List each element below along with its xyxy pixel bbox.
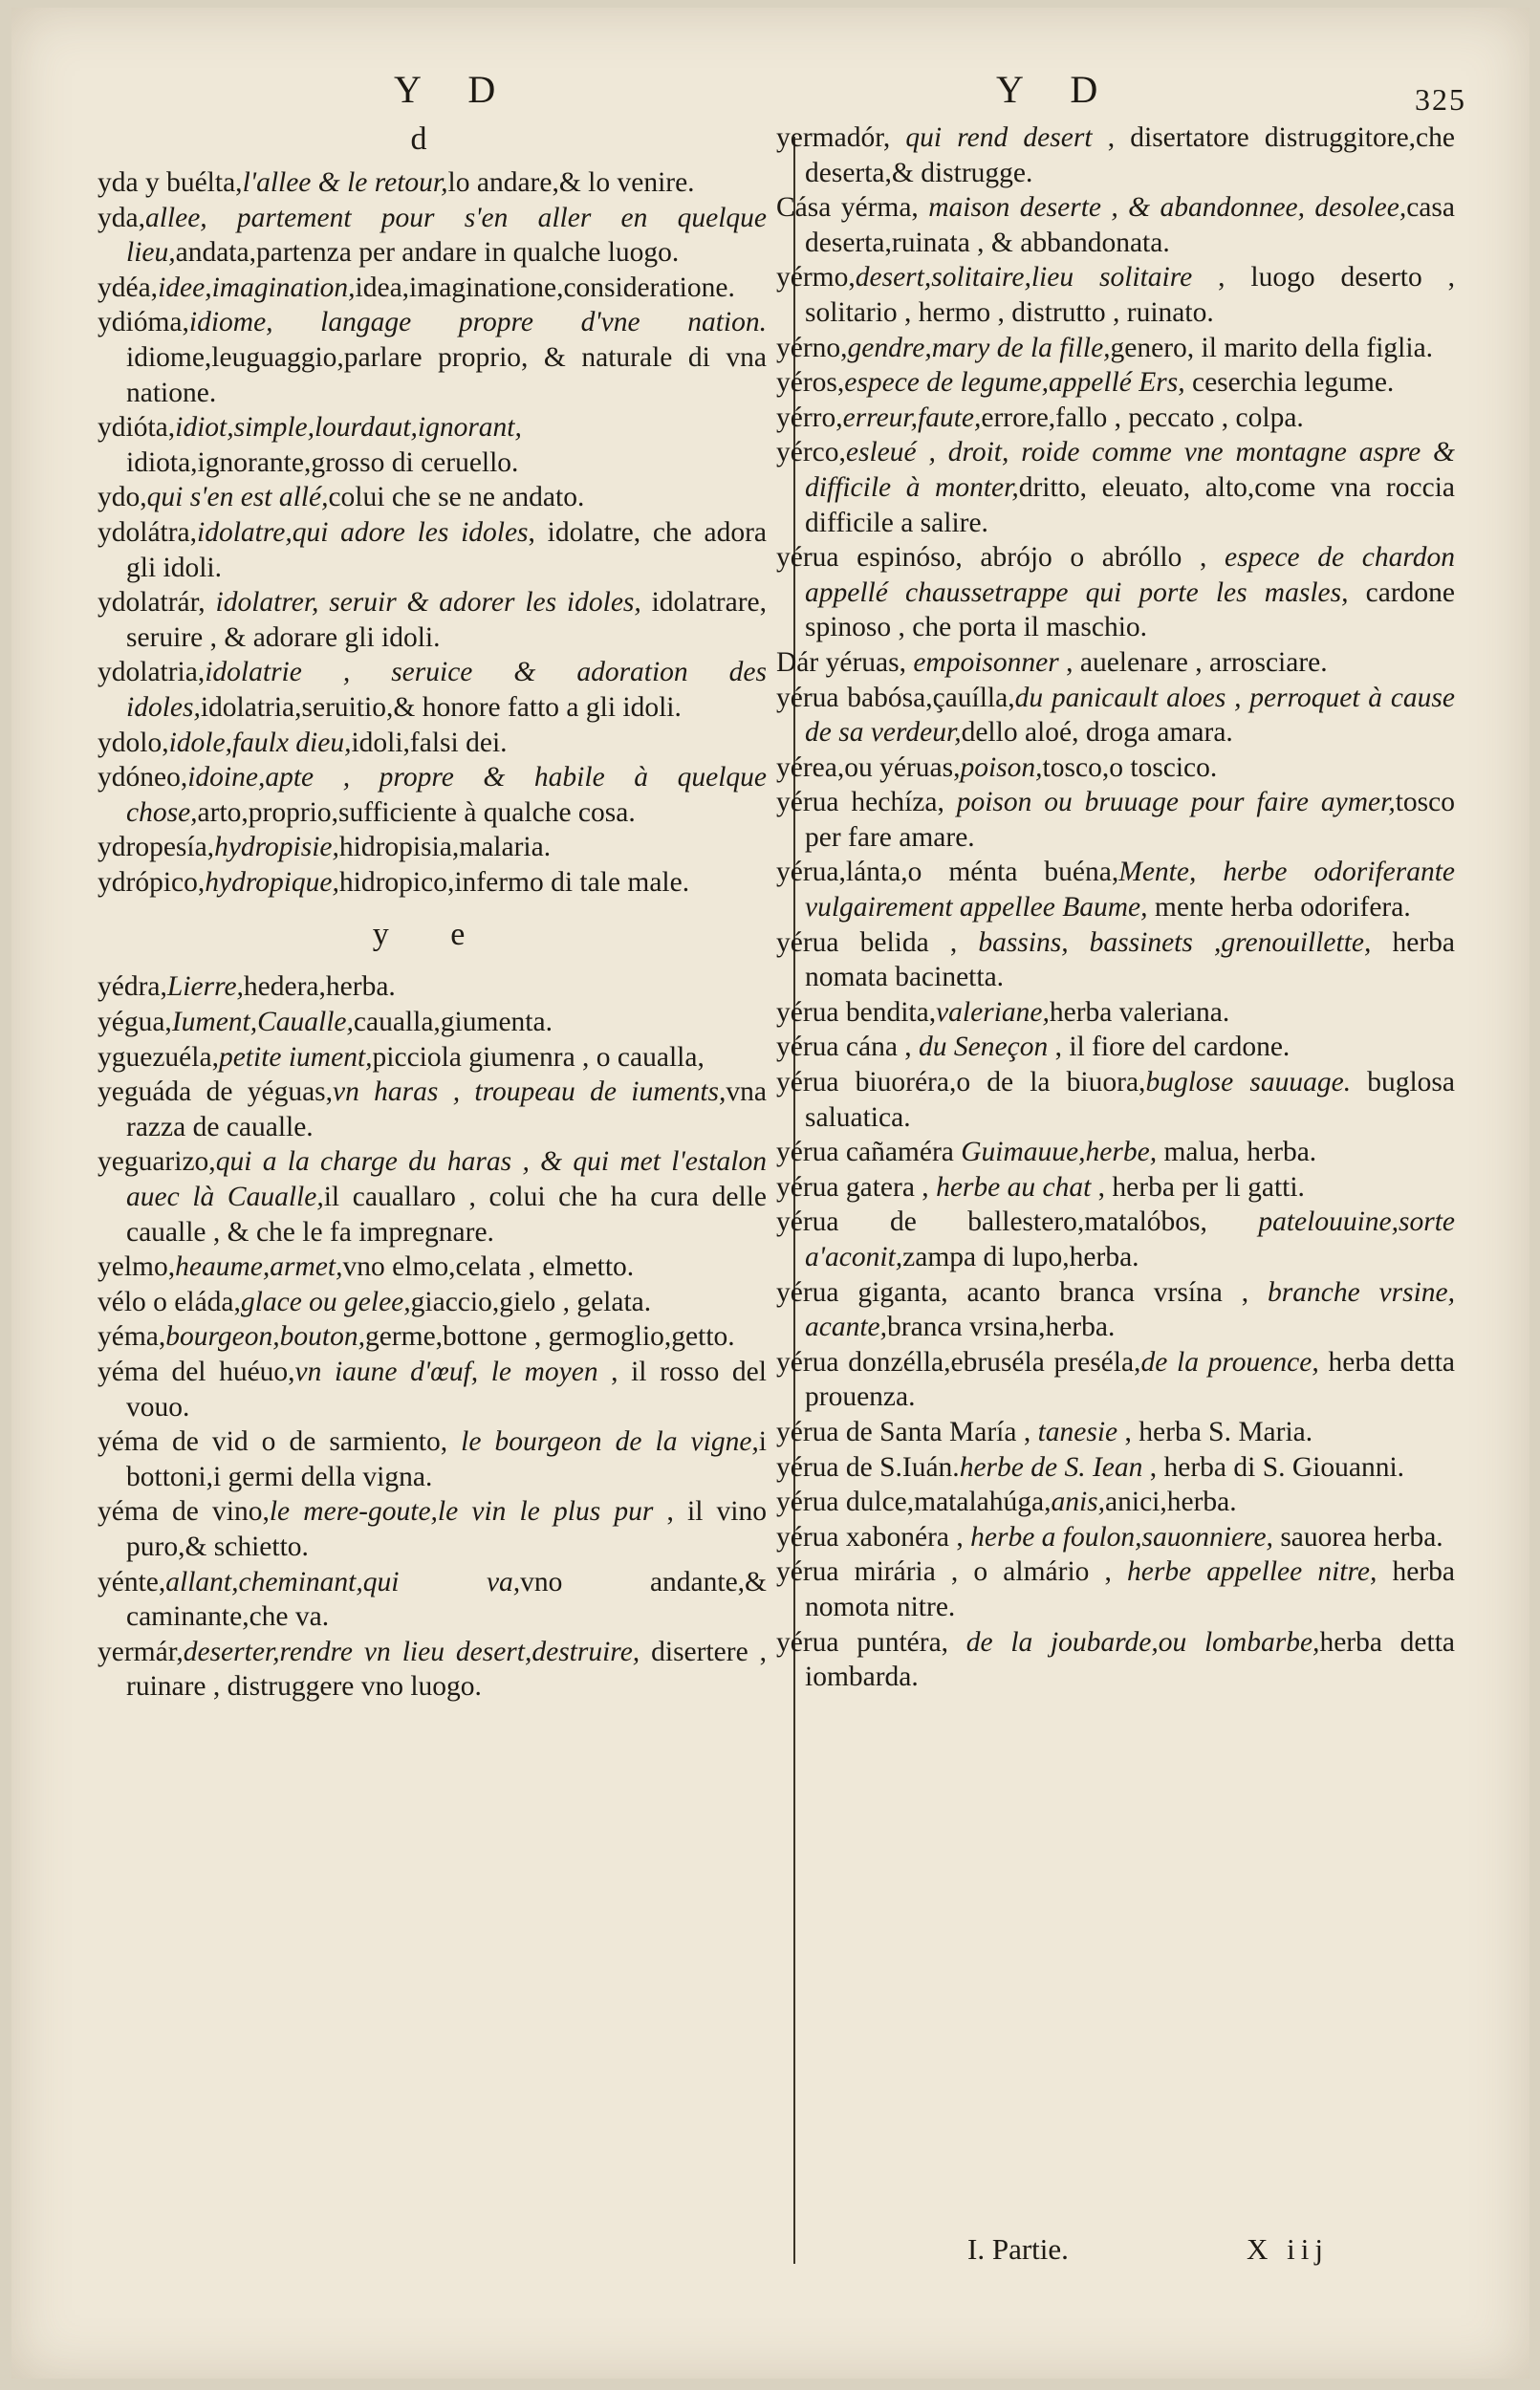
entry-french-gloss: tanesie <box>1037 1416 1118 1447</box>
entry-headword: Dár yéruas, <box>776 646 914 678</box>
dictionary-entry <box>776 1485 1455 1520</box>
entry-french-gloss: de la prouence, <box>1140 1346 1319 1378</box>
dictionary-entry <box>98 726 767 761</box>
entry-french-gloss: anis, <box>1051 1487 1106 1518</box>
entry-italian-gloss: , herba di S. Giouanni. <box>1142 1451 1405 1483</box>
entry-headword: yérua xabonéra , <box>776 1521 971 1553</box>
entry-french-gloss: herbe au chat <box>936 1171 1092 1203</box>
entry-headword: ydolatrár, <box>98 587 216 619</box>
entry-headword: yéma, <box>98 1321 166 1353</box>
entry-headword: Cása yérma, <box>776 192 929 224</box>
entry-headword: yérua biuoréra,o de la biuora, <box>776 1067 1146 1098</box>
entry-headword: yérua bendita, <box>776 996 937 1028</box>
entry-french-gloss: hydropisie, <box>214 832 339 863</box>
entry-italian-gloss: germe,bottone , germoglio,getto. <box>364 1321 735 1353</box>
entry-headword: yérua,lánta,o ménta buéna, <box>776 857 1119 888</box>
entry-headword: yérua puntéra, <box>776 1626 966 1658</box>
entry-italian-gloss: , il rosso del vouo. <box>126 1357 767 1423</box>
entry-italian-gloss: idiome,leuguaggio,parlare proprio, & naturale di vna natione. <box>126 341 767 408</box>
entry-italian-gloss: malua, herba. <box>1157 1137 1317 1168</box>
dictionary-entry <box>776 995 1455 1031</box>
dictionary-entry <box>776 260 1455 330</box>
entry-headword: yéma de vid o de sarmiento, <box>98 1426 462 1458</box>
entry-italian-gloss: buglosa saluatica. <box>805 1067 1456 1133</box>
dictionary-entry <box>776 1450 1455 1486</box>
dictionary-entry <box>98 1075 767 1144</box>
entry-italian-gloss: dello aloé, droga amara. <box>961 717 1233 749</box>
entry-french-gloss: idolatre,qui adore les idoles <box>197 516 529 548</box>
entry-french-gloss: herbe a foulon,sauonniere, <box>970 1521 1273 1553</box>
dictionary-entry <box>98 1355 767 1424</box>
entry-headword: yelmo, <box>98 1251 176 1283</box>
dictionary-entry <box>98 480 767 515</box>
entry-french-gloss: gendre,mary de la fille, <box>847 332 1111 363</box>
entry-headword: yédra, <box>98 971 167 1003</box>
entry-french-gloss: le mere-goute,le vin le plus pur <box>269 1496 654 1528</box>
entry-french-gloss: idolatrie , seruice & adoration des idoles, <box>126 657 767 723</box>
entry-italian-gloss: tosco per fare amare. <box>805 787 1455 853</box>
entry-french-gloss: du panicault aloes , perroquet à cause de sa verdeur, <box>805 682 1455 749</box>
entry-headword: yérco, <box>776 437 846 468</box>
entry-headword: yeguarizo, <box>98 1146 216 1178</box>
dictionary-entry <box>776 750 1455 786</box>
dictionary-entry <box>98 271 767 306</box>
right-column <box>776 120 1455 1695</box>
entry-italian-gloss: picciola giumenra , o caualla, <box>372 1041 705 1073</box>
entry-french-gloss: glace ou gelee, <box>240 1286 411 1317</box>
entry-headword: yérua mirária , o almário , <box>776 1556 1128 1588</box>
entry-italian-gloss: idea,imaginatione,consideratione. <box>355 272 735 303</box>
entry-headword: yérua hechíza, <box>776 787 957 818</box>
left-running-head: Y D <box>394 68 515 111</box>
dictionary-entry <box>776 1065 1455 1135</box>
entry-italian-gloss: colui che se ne andato. <box>328 482 585 513</box>
entry-headword: yérua giganta, acanto branca vrsína , <box>776 1276 1268 1308</box>
entry-headword: yérua belida , <box>776 926 979 958</box>
entry-italian-gloss: herba detta iombarda. <box>805 1626 1455 1693</box>
entry-italian-gloss: , il vino puro,& schietto. <box>126 1496 767 1562</box>
dictionary-entry <box>98 1005 767 1040</box>
entry-italian-gloss: mente herba odorifera. <box>1147 892 1411 923</box>
entry-french-gloss: Iument,Caualle, <box>171 1007 354 1038</box>
entry-headword: yérua cána , <box>776 1032 920 1063</box>
entry-french-gloss: esleué , droit, roide comme vne montagne aspre & difficile à monter, <box>805 437 1455 503</box>
dictionary-entry <box>776 365 1455 401</box>
entry-french-gloss: l'allee & le retour, <box>242 167 448 198</box>
entry-headword: ydo, <box>98 482 147 513</box>
entry-french-gloss: qui rend desert <box>905 122 1093 153</box>
entry-french-gloss: heaume,armet, <box>175 1251 343 1283</box>
entry-italian-gloss: il cauallaro , colui che ha cura delle caualle , & che le fa impregnare. <box>126 1182 768 1248</box>
entry-headword: ydropesía, <box>98 832 215 863</box>
dictionary-entry <box>98 1285 767 1320</box>
dictionary-entry <box>98 305 767 410</box>
dictionary-entry <box>776 1275 1455 1345</box>
entry-italian-gloss: , il fiore del cardone. <box>1048 1032 1291 1063</box>
dictionary-entry <box>98 585 767 655</box>
entry-headword: yérro, <box>776 402 843 433</box>
dictionary-entry <box>776 1625 1455 1695</box>
entry-italian-gloss: , idolatre, che adora gli idoli. <box>126 516 767 583</box>
book-page <box>11 8 1529 2379</box>
entry-headword: yérua de S.Iuán. <box>776 1451 960 1483</box>
entry-french-gloss: du Seneçon <box>919 1032 1049 1063</box>
entry-italian-gloss: arto,proprio,sufficiente à qualche cosa. <box>197 796 636 828</box>
entry-italian-gloss: genero, il marito della figlia. <box>1110 332 1434 363</box>
entry-headword: yéros, <box>776 367 845 399</box>
entry-headword: yermadór, <box>776 122 906 153</box>
dictionary-entry <box>98 1565 767 1635</box>
entry-french-gloss: allant,cheminant,qui va, <box>165 1566 521 1597</box>
entry-italian-gloss: vno andante,& caminante,che va. <box>126 1566 767 1633</box>
entry-headword: ydolatria, <box>98 657 206 688</box>
entry-french-gloss: Guimauue,herbe, <box>961 1137 1158 1168</box>
dictionary-entry <box>776 1030 1455 1065</box>
dictionary-entry <box>776 540 1455 645</box>
entry-headword: yérea,ou yéruas, <box>776 751 961 783</box>
entry-french-gloss: deserter,rendre vn lieu desert,destruire, <box>183 1636 640 1667</box>
entry-italian-gloss: herba detta prouenza. <box>805 1346 1455 1413</box>
section-letter-ye: y e <box>372 917 492 953</box>
entry-headword: yguezuéla, <box>98 1041 219 1073</box>
entry-italian-gloss: herba valeriana. <box>1049 996 1230 1028</box>
entry-french-gloss: hydropique, <box>205 866 339 898</box>
dictionary-entry <box>98 655 767 725</box>
entry-french-gloss: idoine,apte , propre & habile à quelque chose, <box>126 762 767 828</box>
dictionary-entry <box>98 1494 767 1564</box>
entry-italian-gloss: anici,herba. <box>1105 1487 1237 1518</box>
entry-french-gloss: vn haras , troupeau de iuments, <box>333 1076 727 1108</box>
entry-italian-gloss: idiota,ignorante,grosso di ceruello. <box>126 446 519 478</box>
dictionary-entry <box>776 681 1455 750</box>
entry-headword: yermár, <box>98 1636 184 1667</box>
entry-headword: yérua babósa,çauílla, <box>776 682 1015 713</box>
left-column <box>98 120 767 1705</box>
entry-french-gloss: poison ou bruuage pour faire aymer, <box>956 787 1396 818</box>
entry-italian-gloss: idolatrare, seruire , & adorare gli idoli. <box>126 587 767 653</box>
dictionary-entry <box>776 1135 1455 1170</box>
entry-italian-gloss: errore,fallo , peccato , colpa. <box>981 402 1304 433</box>
dictionary-entry <box>776 120 1455 190</box>
entry-french-gloss: qui s'en est allé, <box>146 482 329 513</box>
entry-headword: yérua donzélla,ebruséla preséla, <box>776 1346 1141 1378</box>
entry-french-gloss: herbe de S. Iean <box>959 1451 1143 1483</box>
entry-french-gloss: buglose sauuage. <box>1145 1067 1352 1098</box>
entry-headword: ydióma, <box>98 307 189 338</box>
entry-italian-gloss: casa deserta,ruinata , & abbandonata. <box>805 192 1455 258</box>
dictionary-entry <box>776 331 1455 366</box>
entry-italian-gloss: hidropico,infermo di tale male. <box>338 866 690 898</box>
section-letter-d: d <box>410 121 454 157</box>
dictionary-entry <box>98 1635 767 1705</box>
entry-french-gloss: espece de chardon appellé chaussetrappe qui porte les masles, <box>805 542 1455 608</box>
entry-italian-gloss: idoli,falsi dei. <box>351 727 508 758</box>
entry-italian-gloss: herba nomota nitre. <box>805 1556 1455 1622</box>
entry-headword: yérua cañaméra <box>776 1137 962 1168</box>
dictionary-entry <box>98 410 767 480</box>
entry-headword: yérua dulce,matalahúga, <box>776 1487 1052 1518</box>
dictionary-entry <box>776 645 1455 681</box>
entry-italian-gloss: tosco,o toscico. <box>1042 751 1218 783</box>
dictionary-entry <box>776 1170 1455 1206</box>
entry-french-gloss: Mente, herbe odoriferante vulgairement appellee Baume, <box>805 857 1455 923</box>
entry-french-gloss: vn iaune d'œuf, le moyen <box>294 1357 598 1387</box>
entry-french-gloss: idiot,simple,lourdaut,ignorant, <box>175 412 522 444</box>
entry-italian-gloss: lo andare,& lo venire. <box>447 167 695 198</box>
entry-italian-gloss: zampa di lupo,herba. <box>902 1242 1139 1272</box>
entry-headword: yérno, <box>776 332 848 363</box>
entry-italian-gloss: dritto, eleuato, alto,come vna roccia difficile a salire. <box>805 471 1455 538</box>
entry-french-gloss: espece de legume,appellé Ers, <box>844 367 1185 399</box>
dictionary-entry <box>776 1554 1455 1624</box>
entry-french-gloss: idole,faulx dieu, <box>168 727 352 758</box>
entry-french-gloss: de la joubarde,ou lombarbe, <box>965 1626 1320 1658</box>
left-entries-ye <box>98 969 767 1704</box>
entry-headword: ydrópico, <box>98 866 206 898</box>
dictionary-entry <box>776 855 1455 924</box>
entry-headword: ydéa, <box>98 272 159 303</box>
entry-headword: ydolo, <box>98 727 169 758</box>
entry-headword: yda y buélta, <box>98 167 243 198</box>
entry-italian-gloss: disertere , ruinare , distruggere vno luogo. <box>126 1636 767 1703</box>
dictionary-entry <box>776 1520 1455 1555</box>
entry-italian-gloss: sauorea herba. <box>1272 1521 1443 1553</box>
entry-french-gloss: le bourgeon de la vigne, <box>461 1426 759 1458</box>
entry-french-gloss: qui a la charge du haras , & qui met l'estalon auec là Caualle, <box>126 1146 767 1213</box>
entry-headword: yérmo, <box>776 262 856 293</box>
entry-french-gloss: erreur,faute, <box>842 402 982 433</box>
dictionary-entry <box>98 1040 767 1076</box>
dictionary-entry <box>98 165 767 201</box>
right-running-head: Y D <box>996 68 1117 111</box>
entry-headword: yégua, <box>98 1007 172 1038</box>
left-entries-ya <box>98 165 767 900</box>
dictionary-entry <box>98 201 767 271</box>
dictionary-entry <box>98 969 767 1005</box>
entry-french-gloss: allee, partement pour s'en aller en quelque lieu, <box>126 202 767 269</box>
entry-italian-gloss: cardone spinoso , che porta il maschio. <box>805 576 1455 643</box>
entry-headword: ydóneo, <box>98 762 188 793</box>
entry-french-gloss: Lierre, <box>166 971 244 1003</box>
entry-italian-gloss: hidropisia,malaria. <box>338 832 552 863</box>
dictionary-entry <box>776 1345 1455 1415</box>
entry-french-gloss: desert,solitaire,lieu solitaire <box>855 262 1193 293</box>
entry-french-gloss: branche vrsine, acante, <box>805 1276 1456 1343</box>
entry-headword: yérua gatera , <box>776 1171 937 1203</box>
dictionary-entry <box>776 785 1455 855</box>
entry-french-gloss: idolatrer, seruir & adorer les idoles, <box>215 587 641 619</box>
entry-italian-gloss: , herba per li gatti. <box>1091 1171 1305 1203</box>
dictionary-entry <box>98 1424 767 1494</box>
entry-french-gloss: empoisonner <box>913 646 1059 678</box>
entry-headword: vélo o eláda, <box>98 1286 241 1317</box>
entry-french-gloss: petite iument, <box>218 1041 373 1073</box>
entry-headword: yérua de Santa María , <box>776 1416 1038 1447</box>
entry-headword: yeguáda de yéguas, <box>98 1076 334 1108</box>
entry-italian-gloss: ceserchia legume. <box>1184 367 1395 399</box>
entry-italian-gloss: giaccio,gielo , gelata. <box>410 1286 652 1317</box>
entry-french-gloss: valeriane, <box>936 996 1050 1028</box>
dictionary-entry <box>776 1205 1455 1274</box>
dictionary-entry <box>98 1249 767 1285</box>
dictionary-entry <box>98 1319 767 1355</box>
entry-french-gloss: maison deserte , & abandonnee, desolee, <box>928 192 1407 224</box>
entry-italian-gloss: vna razza de caualle. <box>126 1076 767 1142</box>
dictionary-entry <box>98 830 767 865</box>
catchword: X iij <box>1247 2232 1329 2266</box>
entry-headword: yérua de ballestero,matalóbos, <box>776 1206 1259 1238</box>
entry-italian-gloss: branca vrsina,herba. <box>887 1312 1116 1343</box>
entry-italian-gloss: , disertatore distruggitore,che deserta,& distrugge. <box>805 122 1455 188</box>
dictionary-entry <box>98 760 767 830</box>
entry-french-gloss: poison, <box>960 751 1043 783</box>
dictionary-entry <box>98 865 767 901</box>
right-entries <box>776 120 1455 1695</box>
entry-headword: yéma del huéuo, <box>98 1357 295 1387</box>
entry-french-gloss: bourgeon,bouton, <box>165 1321 365 1353</box>
signature-mark: I. Partie. <box>967 2232 1069 2266</box>
entry-italian-gloss: , luogo deserto , solitario , hermo , distrutto , ruinato. <box>805 262 1455 328</box>
entry-italian-gloss: caualla,giumenta. <box>353 1007 553 1038</box>
entry-headword: yéma de vino, <box>98 1496 270 1528</box>
dictionary-entry <box>776 435 1455 540</box>
entry-headword: ydióta, <box>98 412 176 444</box>
entry-french-gloss: herbe appellee nitre, <box>1127 1556 1377 1588</box>
entry-italian-gloss: herba nomata bacinetta. <box>805 926 1455 993</box>
entry-italian-gloss: vno elmo,celata , elmetto. <box>342 1251 635 1283</box>
page-number: 325 <box>1415 82 1466 117</box>
entry-headword: yérua espinóso, abrójo o abróllo , <box>776 542 1225 574</box>
entry-italian-gloss: hedera,herba. <box>243 971 396 1003</box>
entry-french-gloss: patelouuine,sorte a'aconit, <box>805 1206 1455 1272</box>
dictionary-entry <box>98 515 767 585</box>
dictionary-entry <box>776 401 1455 436</box>
entry-french-gloss: idiome, langage propre d'vne nation. <box>188 307 767 338</box>
dictionary-entry <box>98 1144 767 1249</box>
entry-french-gloss: idee,imagination, <box>158 272 356 303</box>
entry-french-gloss: bassins, bassinets ,grenouillette, <box>978 926 1372 958</box>
entry-headword: ydolátra, <box>98 516 198 548</box>
entry-headword: yénte, <box>98 1566 166 1597</box>
entry-headword: yda, <box>98 202 145 233</box>
entry-italian-gloss: idolatria,seruitio,& honore fatto a gli idoli. <box>200 691 682 723</box>
entry-italian-gloss: , herba S. Maria. <box>1117 1416 1313 1447</box>
dictionary-entry <box>776 1415 1455 1450</box>
dictionary-entry <box>776 925 1455 995</box>
entry-italian-gloss: i bottoni,i germi della vigna. <box>126 1426 767 1492</box>
entry-italian-gloss: andata,partenza per andare in qualche luogo. <box>175 237 680 269</box>
entry-italian-gloss: , auelenare , arrosciare. <box>1058 646 1328 678</box>
dictionary-entry <box>776 190 1455 260</box>
